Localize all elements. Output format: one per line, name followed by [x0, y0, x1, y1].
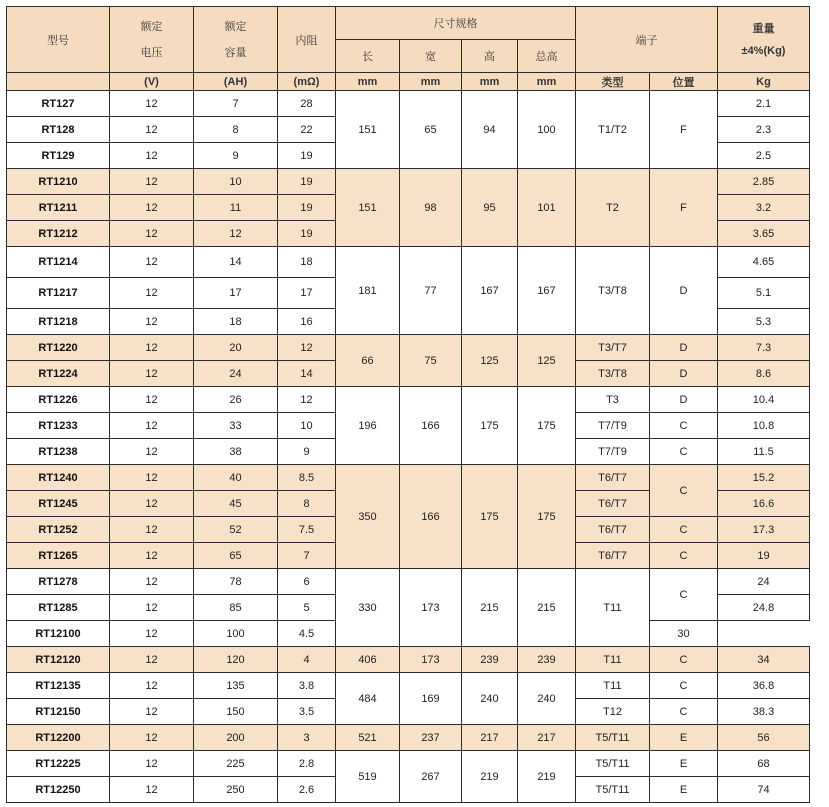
cell-terminal-type: T11 [576, 673, 650, 699]
cell-terminal-type: T12 [576, 699, 650, 725]
cell-model: RT127 [7, 91, 110, 117]
header-voltage: 额定 电压 [110, 7, 194, 73]
cell-weight: 34 [718, 647, 810, 673]
cell-terminal-position: D [650, 247, 718, 335]
cell-capacity: 65 [194, 543, 278, 569]
header-width-unit: mm [400, 73, 462, 91]
cell-width: 77 [400, 247, 462, 335]
cell-resistance: 5 [278, 595, 336, 621]
cell-weight: 74 [718, 777, 810, 803]
cell-weight: 2.1 [718, 91, 810, 117]
cell-length: 521 [336, 725, 400, 751]
cell-capacity: 12 [194, 221, 278, 247]
cell-resistance: 2.6 [278, 777, 336, 803]
table-row [7, 465, 810, 491]
cell-voltage: 12 [110, 387, 194, 413]
cell-capacity: 20 [194, 335, 278, 361]
cell-model: RT1285 [7, 595, 110, 621]
header-terminal-type: 类型 [576, 73, 650, 91]
cell-terminal-type: T11 [576, 647, 650, 673]
cell-capacity: 7 [194, 91, 278, 117]
cell-terminal-position: D [650, 361, 718, 387]
cell-width: 98 [400, 169, 462, 247]
cell-terminal-position: E [650, 751, 718, 777]
cell-voltage: 12 [110, 143, 194, 169]
cell-terminal-position: C [650, 413, 718, 439]
cell-length: 330 [336, 569, 400, 647]
cell-model: RT12225 [7, 751, 110, 777]
cell-weight: 24 [718, 569, 810, 595]
cell-terminal-type: T5/T11 [576, 751, 650, 777]
cell-resistance: 9 [278, 439, 336, 465]
cell-weight: 10.8 [718, 413, 810, 439]
header-length-unit: mm [336, 73, 400, 91]
cell-capacity: 38 [194, 439, 278, 465]
cell-voltage: 12 [110, 543, 194, 569]
table-row [7, 91, 810, 117]
header-resistance: 内阻 [278, 7, 336, 73]
table-row [7, 569, 810, 595]
cell-voltage: 12 [110, 195, 194, 221]
cell-model: RT1245 [7, 491, 110, 517]
cell-width: 166 [400, 465, 462, 569]
cell-capacity: 10 [194, 169, 278, 195]
cell-terminal-position: C [650, 673, 718, 699]
cell-total-height: 240 [518, 673, 576, 725]
header-height-unit: mm [462, 73, 518, 91]
cell-resistance: 22 [278, 117, 336, 143]
cell-total-height: 217 [518, 725, 576, 751]
header-total-height: 总高 [518, 40, 576, 73]
cell-weight: 3.65 [718, 221, 810, 247]
cell-length: 151 [336, 169, 400, 247]
cell-resistance: 4 [278, 647, 336, 673]
cell-length: 181 [336, 247, 400, 335]
cell-voltage: 12 [110, 117, 194, 143]
cell-height: 219 [462, 751, 518, 803]
cell-terminal-position: C [650, 439, 718, 465]
cell-terminal-type: T6/T7 [576, 491, 650, 517]
cell-length: 484 [336, 673, 400, 725]
cell-model: RT1240 [7, 465, 110, 491]
cell-total-height: 175 [518, 465, 576, 569]
cell-capacity: 26 [194, 387, 278, 413]
cell-model: RT12120 [7, 647, 110, 673]
cell-terminal-type: T5/T11 [576, 725, 650, 751]
cell-voltage: 12 [110, 595, 194, 621]
cell-voltage: 12 [110, 647, 194, 673]
cell-terminal-position: C [650, 465, 718, 517]
cell-resistance: 6 [278, 569, 336, 595]
cell-model: RT1210 [7, 169, 110, 195]
cell-resistance: 16 [278, 309, 336, 335]
cell-height: 240 [462, 673, 518, 725]
cell-total-height: 101 [518, 169, 576, 247]
cell-terminal-position: E [650, 777, 718, 803]
cell-width: 65 [400, 91, 462, 169]
battery-spec-table [6, 6, 810, 803]
cell-resistance: 8 [278, 491, 336, 517]
header-weight: 重量 ±4%(Kg) [718, 7, 810, 73]
cell-capacity: 135 [194, 673, 278, 699]
cell-capacity: 24 [194, 361, 278, 387]
cell-width: 166 [400, 387, 462, 465]
cell-length: 519 [336, 751, 400, 803]
table-row [7, 647, 810, 673]
cell-voltage: 12 [110, 673, 194, 699]
cell-weight: 24.8 [718, 595, 810, 621]
cell-terminal-position: C [650, 569, 718, 621]
cell-weight: 3.2 [718, 195, 810, 221]
cell-voltage: 12 [110, 699, 194, 725]
cell-capacity: 225 [194, 751, 278, 777]
cell-weight: 2.3 [718, 117, 810, 143]
cell-terminal-position: F [650, 91, 718, 169]
cell-height: 175 [462, 465, 518, 569]
cell-terminal-type: T3 [576, 387, 650, 413]
cell-length: 151 [336, 91, 400, 169]
cell-resistance: 3.8 [278, 673, 336, 699]
cell-weight: 16.6 [718, 491, 810, 517]
cell-capacity: 78 [194, 569, 278, 595]
cell-resistance: 19 [278, 143, 336, 169]
cell-weight: 30 [650, 621, 718, 647]
cell-model: RT1265 [7, 543, 110, 569]
cell-terminal-type: T11 [576, 569, 650, 647]
cell-resistance: 18 [278, 247, 336, 278]
header-total-height-unit: mm [518, 73, 576, 91]
cell-weight: 5.3 [718, 309, 810, 335]
cell-weight: 10.4 [718, 387, 810, 413]
cell-capacity: 52 [194, 517, 278, 543]
cell-capacity: 200 [194, 725, 278, 751]
cell-total-height: 100 [518, 91, 576, 169]
header-terminal: 端子 [576, 7, 718, 73]
cell-capacity: 100 [194, 621, 278, 647]
cell-voltage: 12 [110, 361, 194, 387]
cell-terminal-position: C [650, 543, 718, 569]
cell-voltage: 12 [110, 465, 194, 491]
cell-terminal-type: T3/T8 [576, 247, 650, 335]
cell-terminal-type: T3/T8 [576, 361, 650, 387]
cell-resistance: 4.5 [278, 621, 336, 647]
cell-model: RT1224 [7, 361, 110, 387]
cell-model: RT129 [7, 143, 110, 169]
cell-total-height: 167 [518, 247, 576, 335]
cell-voltage: 12 [110, 751, 194, 777]
cell-terminal-position: D [650, 335, 718, 361]
cell-resistance: 12 [278, 387, 336, 413]
cell-model: RT12100 [7, 621, 110, 647]
cell-voltage: 12 [110, 621, 194, 647]
cell-weight: 7.3 [718, 335, 810, 361]
cell-model: RT1252 [7, 517, 110, 543]
cell-terminal-position: C [650, 517, 718, 543]
cell-weight: 56 [718, 725, 810, 751]
cell-capacity: 40 [194, 465, 278, 491]
cell-total-height: 239 [518, 647, 576, 673]
cell-capacity: 33 [194, 413, 278, 439]
cell-height: 217 [462, 725, 518, 751]
cell-height: 215 [462, 569, 518, 647]
header-terminal-position: 位置 [650, 73, 718, 91]
cell-height: 94 [462, 91, 518, 169]
cell-voltage: 12 [110, 247, 194, 278]
header-voltage-unit: (V) [110, 73, 194, 91]
cell-total-height: 175 [518, 387, 576, 465]
header-model: 型号 [7, 7, 110, 73]
cell-weight: 15.2 [718, 465, 810, 491]
cell-resistance: 3.5 [278, 699, 336, 725]
cell-weight: 68 [718, 751, 810, 777]
cell-resistance: 2.8 [278, 751, 336, 777]
cell-terminal-position: F [650, 169, 718, 247]
cell-model: RT1217 [7, 278, 110, 309]
table-row [7, 335, 810, 361]
cell-voltage: 12 [110, 309, 194, 335]
cell-terminal-position: C [650, 699, 718, 725]
spec-table-body [7, 91, 810, 803]
cell-width: 267 [400, 751, 462, 803]
cell-resistance: 7 [278, 543, 336, 569]
cell-capacity: 11 [194, 195, 278, 221]
cell-height: 125 [462, 335, 518, 387]
cell-capacity: 45 [194, 491, 278, 517]
cell-resistance: 10 [278, 413, 336, 439]
cell-model: RT12200 [7, 725, 110, 751]
cell-length: 196 [336, 387, 400, 465]
cell-width: 173 [400, 647, 462, 673]
cell-voltage: 12 [110, 517, 194, 543]
cell-voltage: 12 [110, 221, 194, 247]
cell-width: 75 [400, 335, 462, 387]
table-row [7, 725, 810, 751]
cell-terminal-type: T2 [576, 169, 650, 247]
cell-weight: 4.65 [718, 247, 810, 278]
header-capacity: 额定 容量 [194, 7, 278, 73]
cell-terminal-position: C [650, 647, 718, 673]
cell-terminal-type: T5/T11 [576, 777, 650, 803]
cell-capacity: 14 [194, 247, 278, 278]
cell-length: 406 [336, 647, 400, 673]
cell-terminal-type: T1/T2 [576, 91, 650, 169]
cell-width: 173 [400, 569, 462, 647]
cell-capacity: 120 [194, 647, 278, 673]
cell-model: RT1214 [7, 247, 110, 278]
cell-voltage: 12 [110, 413, 194, 439]
cell-voltage: 12 [110, 91, 194, 117]
header-capacity-unit: (AH) [194, 73, 278, 91]
cell-terminal-type: T6/T7 [576, 517, 650, 543]
cell-model: RT1212 [7, 221, 110, 247]
cell-voltage: 12 [110, 278, 194, 309]
table-row [7, 169, 810, 195]
cell-capacity: 9 [194, 143, 278, 169]
cell-model: RT12250 [7, 777, 110, 803]
cell-voltage: 12 [110, 169, 194, 195]
cell-voltage: 12 [110, 777, 194, 803]
cell-model: RT1220 [7, 335, 110, 361]
table-row [7, 751, 810, 777]
cell-model: RT1211 [7, 195, 110, 221]
cell-model: RT1218 [7, 309, 110, 335]
cell-weight: 36.8 [718, 673, 810, 699]
cell-length: 350 [336, 465, 400, 569]
cell-weight: 38.3 [718, 699, 810, 725]
cell-terminal-type: T7/T9 [576, 439, 650, 465]
cell-terminal-type: T3/T7 [576, 335, 650, 361]
cell-weight: 2.5 [718, 143, 810, 169]
cell-capacity: 17 [194, 278, 278, 309]
cell-width: 237 [400, 725, 462, 751]
header-width: 宽 [400, 40, 462, 73]
cell-resistance: 19 [278, 169, 336, 195]
cell-resistance: 12 [278, 335, 336, 361]
cell-voltage: 12 [110, 439, 194, 465]
cell-resistance: 17 [278, 278, 336, 309]
cell-height: 175 [462, 387, 518, 465]
cell-length: 66 [336, 335, 400, 387]
cell-weight: 5.1 [718, 278, 810, 309]
cell-resistance: 28 [278, 91, 336, 117]
cell-height: 95 [462, 169, 518, 247]
cell-terminal-position: E [650, 725, 718, 751]
cell-capacity: 150 [194, 699, 278, 725]
cell-resistance: 8.5 [278, 465, 336, 491]
cell-weight: 8.6 [718, 361, 810, 387]
cell-voltage: 12 [110, 491, 194, 517]
cell-resistance: 7.5 [278, 517, 336, 543]
cell-voltage: 12 [110, 335, 194, 361]
cell-height: 239 [462, 647, 518, 673]
header-resistance-unit: (mΩ) [278, 73, 336, 91]
cell-resistance: 14 [278, 361, 336, 387]
cell-voltage: 12 [110, 725, 194, 751]
cell-terminal-type: T6/T7 [576, 465, 650, 491]
cell-terminal-type: T7/T9 [576, 413, 650, 439]
cell-model: RT1238 [7, 439, 110, 465]
cell-total-height: 125 [518, 335, 576, 387]
cell-voltage: 12 [110, 569, 194, 595]
header-height: 高 [462, 40, 518, 73]
cell-model: RT12135 [7, 673, 110, 699]
cell-resistance: 3 [278, 725, 336, 751]
cell-capacity: 8 [194, 117, 278, 143]
cell-weight: 11.5 [718, 439, 810, 465]
cell-weight: 19 [718, 543, 810, 569]
cell-width: 169 [400, 673, 462, 725]
cell-model: RT1233 [7, 413, 110, 439]
header-dimensions: 尺寸规格 [336, 7, 576, 40]
cell-terminal-position: D [650, 387, 718, 413]
cell-model: RT128 [7, 117, 110, 143]
cell-weight: 2.85 [718, 169, 810, 195]
cell-capacity: 250 [194, 777, 278, 803]
cell-height: 167 [462, 247, 518, 335]
table-row [7, 673, 810, 699]
cell-model: RT1226 [7, 387, 110, 413]
cell-model: RT12150 [7, 699, 110, 725]
cell-total-height: 219 [518, 751, 576, 803]
cell-capacity: 85 [194, 595, 278, 621]
header-length: 长 [336, 40, 400, 73]
cell-capacity: 18 [194, 309, 278, 335]
header-weight-unit: Kg [718, 73, 810, 91]
table-row [7, 247, 810, 278]
table-row [7, 387, 810, 413]
cell-resistance: 19 [278, 195, 336, 221]
header-model-unit [7, 73, 110, 91]
cell-weight: 17.3 [718, 517, 810, 543]
cell-resistance: 19 [278, 221, 336, 247]
cell-total-height: 215 [518, 569, 576, 647]
cell-model: RT1278 [7, 569, 110, 595]
cell-terminal-type: T6/T7 [576, 543, 650, 569]
